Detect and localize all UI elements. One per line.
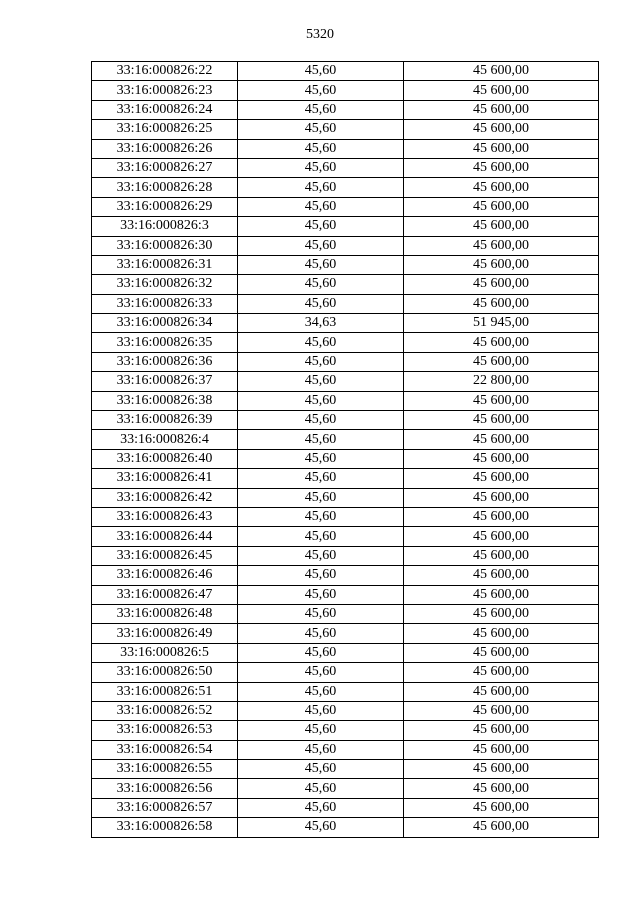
amount-cell: 45 600,00	[404, 333, 599, 352]
data-table	[91, 61, 599, 838]
amount-cell: 45 600,00	[404, 158, 599, 177]
cadastral-number-cell: 33:16:000826:57	[92, 798, 238, 817]
table-row	[92, 158, 599, 177]
area-cell: 45,60	[238, 178, 404, 197]
area-cell: 45,60	[238, 139, 404, 158]
amount-cell: 45 600,00	[404, 120, 599, 139]
amount-cell: 45 600,00	[404, 449, 599, 468]
cadastral-number-cell: 33:16:000826:48	[92, 604, 238, 623]
amount-cell: 45 600,00	[404, 721, 599, 740]
amount-cell: 45 600,00	[404, 643, 599, 662]
cadastral-number-cell: 33:16:000826:25	[92, 120, 238, 139]
cadastral-number-cell: 33:16:000826:47	[92, 585, 238, 604]
area-cell: 45,60	[238, 585, 404, 604]
cadastral-number-cell: 33:16:000826:51	[92, 682, 238, 701]
amount-cell: 45 600,00	[404, 62, 599, 81]
cadastral-number-cell: 33:16:000826:28	[92, 178, 238, 197]
cadastral-number-cell: 33:16:000826:26	[92, 139, 238, 158]
cadastral-number-cell: 33:16:000826:58	[92, 818, 238, 837]
amount-cell: 45 600,00	[404, 255, 599, 274]
amount-cell: 45 600,00	[404, 430, 599, 449]
cadastral-number-cell: 33:16:000826:43	[92, 507, 238, 526]
amount-cell: 45 600,00	[404, 294, 599, 313]
table-row	[92, 604, 599, 623]
table-row	[92, 352, 599, 371]
cadastral-number-cell: 33:16:000826:44	[92, 527, 238, 546]
area-cell: 45,60	[238, 120, 404, 139]
table-row	[92, 236, 599, 255]
amount-cell: 45 600,00	[404, 488, 599, 507]
area-cell: 45,60	[238, 333, 404, 352]
amount-cell: 45 600,00	[404, 236, 599, 255]
area-cell: 45,60	[238, 469, 404, 488]
amount-cell: 45 600,00	[404, 760, 599, 779]
area-cell: 45,60	[238, 721, 404, 740]
area-cell: 34,63	[238, 314, 404, 333]
table-row	[92, 818, 599, 837]
table-row	[92, 682, 599, 701]
area-cell: 45,60	[238, 449, 404, 468]
cadastral-number-cell: 33:16:000826:29	[92, 197, 238, 216]
cadastral-number-cell: 33:16:000826:45	[92, 546, 238, 565]
table-row	[92, 314, 599, 333]
area-cell: 45,60	[238, 391, 404, 410]
area-cell: 45,60	[238, 411, 404, 430]
table-row	[92, 62, 599, 81]
cadastral-number-cell: 33:16:000826:52	[92, 701, 238, 720]
area-cell: 45,60	[238, 62, 404, 81]
amount-cell: 45 600,00	[404, 197, 599, 216]
page-number: 5320	[306, 27, 334, 42]
table-row	[92, 721, 599, 740]
cadastral-number-cell: 33:16:000826:33	[92, 294, 238, 313]
table-row	[92, 779, 599, 798]
area-cell: 45,60	[238, 352, 404, 371]
table-row	[92, 798, 599, 817]
amount-cell: 45 600,00	[404, 682, 599, 701]
area-cell: 45,60	[238, 81, 404, 100]
cadastral-number-cell: 33:16:000826:40	[92, 449, 238, 468]
cadastral-number-cell: 33:16:000826:37	[92, 372, 238, 391]
area-cell: 45,60	[238, 818, 404, 837]
cadastral-number-cell: 33:16:000826:55	[92, 760, 238, 779]
cadastral-number-cell: 33:16:000826:42	[92, 488, 238, 507]
table-row	[92, 585, 599, 604]
area-cell: 45,60	[238, 604, 404, 623]
area-cell: 45,60	[238, 430, 404, 449]
table-row	[92, 255, 599, 274]
cadastral-number-cell: 33:16:000826:38	[92, 391, 238, 410]
cadastral-number-cell: 33:16:000826:41	[92, 469, 238, 488]
area-cell: 45,60	[238, 217, 404, 236]
area-cell: 45,60	[238, 779, 404, 798]
area-cell: 45,60	[238, 643, 404, 662]
table-row	[92, 546, 599, 565]
table-row	[92, 701, 599, 720]
area-cell: 45,60	[238, 236, 404, 255]
amount-cell: 45 600,00	[404, 139, 599, 158]
table-row	[92, 507, 599, 526]
table-row	[92, 643, 599, 662]
cadastral-number-cell: 33:16:000826:34	[92, 314, 238, 333]
table-row	[92, 624, 599, 643]
area-cell: 45,60	[238, 663, 404, 682]
cadastral-number-cell: 33:16:000826:35	[92, 333, 238, 352]
area-cell: 45,60	[238, 294, 404, 313]
amount-cell: 45 600,00	[404, 701, 599, 720]
cadastral-number-cell: 33:16:000826:53	[92, 721, 238, 740]
table-row	[92, 100, 599, 119]
amount-cell: 45 600,00	[404, 352, 599, 371]
amount-cell: 45 600,00	[404, 798, 599, 817]
table-row	[92, 197, 599, 216]
area-cell: 45,60	[238, 507, 404, 526]
cadastral-number-cell: 33:16:000826:56	[92, 779, 238, 798]
cadastral-number-cell: 33:16:000826:3	[92, 217, 238, 236]
area-cell: 45,60	[238, 255, 404, 274]
cadastral-number-cell: 33:16:000826:54	[92, 740, 238, 759]
amount-cell: 45 600,00	[404, 178, 599, 197]
cadastral-number-cell: 33:16:000826:30	[92, 236, 238, 255]
area-cell: 45,60	[238, 527, 404, 546]
cadastral-number-cell: 33:16:000826:39	[92, 411, 238, 430]
cadastral-number-cell: 33:16:000826:49	[92, 624, 238, 643]
cadastral-number-cell: 33:16:000826:24	[92, 100, 238, 119]
table-row	[92, 139, 599, 158]
table-row	[92, 430, 599, 449]
cadastral-number-cell: 33:16:000826:23	[92, 81, 238, 100]
cadastral-number-cell: 33:16:000826:46	[92, 566, 238, 585]
amount-cell: 45 600,00	[404, 663, 599, 682]
cadastral-number-cell: 33:16:000826:32	[92, 275, 238, 294]
area-cell: 45,60	[238, 197, 404, 216]
amount-cell: 45 600,00	[404, 81, 599, 100]
amount-cell: 45 600,00	[404, 391, 599, 410]
table-row	[92, 527, 599, 546]
amount-cell: 51 945,00	[404, 314, 599, 333]
cadastral-number-cell: 33:16:000826:27	[92, 158, 238, 177]
table-row	[92, 120, 599, 139]
table-row	[92, 469, 599, 488]
table-body	[92, 62, 599, 838]
amount-cell: 45 600,00	[404, 779, 599, 798]
table-row	[92, 217, 599, 236]
table-row	[92, 294, 599, 313]
table-row	[92, 81, 599, 100]
table-row	[92, 760, 599, 779]
area-cell: 45,60	[238, 546, 404, 565]
amount-cell: 45 600,00	[404, 740, 599, 759]
area-cell: 45,60	[238, 158, 404, 177]
amount-cell: 45 600,00	[404, 566, 599, 585]
area-cell: 45,60	[238, 682, 404, 701]
table-row	[92, 663, 599, 682]
area-cell: 45,60	[238, 566, 404, 585]
table-row	[92, 275, 599, 294]
area-cell: 45,60	[238, 100, 404, 119]
amount-cell: 45 600,00	[404, 818, 599, 837]
cadastral-number-cell: 33:16:000826:50	[92, 663, 238, 682]
amount-cell: 45 600,00	[404, 507, 599, 526]
cadastral-number-cell: 33:16:000826:31	[92, 255, 238, 274]
area-cell: 45,60	[238, 275, 404, 294]
table-row	[92, 372, 599, 391]
area-cell: 45,60	[238, 624, 404, 643]
amount-cell: 45 600,00	[404, 469, 599, 488]
table-row	[92, 391, 599, 410]
cadastral-number-cell: 33:16:000826:36	[92, 352, 238, 371]
amount-cell: 45 600,00	[404, 546, 599, 565]
cadastral-number-cell: 33:16:000826:22	[92, 62, 238, 81]
area-cell: 45,60	[238, 701, 404, 720]
amount-cell: 45 600,00	[404, 585, 599, 604]
cadastral-number-cell: 33:16:000826:4	[92, 430, 238, 449]
table-row	[92, 566, 599, 585]
amount-cell: 45 600,00	[404, 624, 599, 643]
amount-cell: 45 600,00	[404, 217, 599, 236]
table-row	[92, 740, 599, 759]
cadastral-number-cell: 33:16:000826:5	[92, 643, 238, 662]
area-cell: 45,60	[238, 740, 404, 759]
table-row	[92, 411, 599, 430]
area-cell: 45,60	[238, 798, 404, 817]
area-cell: 45,60	[238, 760, 404, 779]
amount-cell: 22 800,00	[404, 372, 599, 391]
amount-cell: 45 600,00	[404, 604, 599, 623]
table-row	[92, 178, 599, 197]
amount-cell: 45 600,00	[404, 411, 599, 430]
table-row	[92, 488, 599, 507]
table-row	[92, 449, 599, 468]
area-cell: 45,60	[238, 372, 404, 391]
area-cell: 45,60	[238, 488, 404, 507]
table-row	[92, 333, 599, 352]
amount-cell: 45 600,00	[404, 100, 599, 119]
amount-cell: 45 600,00	[404, 275, 599, 294]
amount-cell: 45 600,00	[404, 527, 599, 546]
